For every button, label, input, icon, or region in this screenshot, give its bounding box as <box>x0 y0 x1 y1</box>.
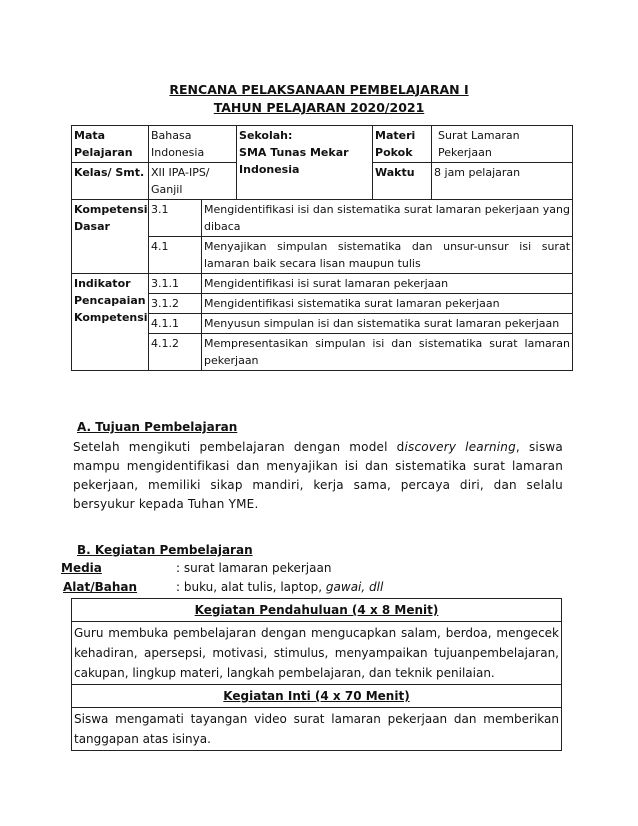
pendahuluan-text: Guru membuka pembelajaran dengan mengucapkan salam, berdoa, mengecek kehadiran, apersepsi, motivasi, stimulus, menyampaikan tujuanpembelajaran, cakupan, lingkup materi, langkah pembelajaran, dan teknik penilaian. <box>72 622 562 685</box>
alat-value-italic: gawai, dll <box>325 580 384 594</box>
sekolah-value: SMA Tunas Mekar Indonesia <box>239 146 349 176</box>
tujuan-heading: A. Tujuan Pembelajaran <box>77 420 238 434</box>
inti-title: Kegiatan Inti (4 x 70 Menit) <box>72 685 562 708</box>
document-year: TAHUN PELAJARAN 2020/2021 <box>213 100 425 115</box>
media-label: Media <box>61 561 102 575</box>
tujuan-paragraph <box>73 438 563 514</box>
kd-text: Menyajikan simpulan sistematika dan unsur-unsur isi surat lamaran baik secara lisan maupun tulis <box>202 237 573 274</box>
document-title: RENCANA PELAKSANAAN PEMBELAJARAN I <box>169 82 469 97</box>
alat-value <box>176 580 383 594</box>
inti-text: Siswa mengamati tayangan video surat lamaran pekerjaan dan memberikan tanggapan atas isinya. <box>72 708 562 751</box>
table-row <box>72 126 573 163</box>
tujuan-text-before: Setelah mengikuti pembelajaran dengan model d <box>73 440 405 454</box>
kd-label: Kompetensi Dasar <box>72 200 149 274</box>
ipk-code: 3.1.2 <box>149 294 202 314</box>
ipk-code: 3.1.1 <box>149 274 202 294</box>
kegiatan-table <box>71 598 562 751</box>
pendahuluan-title: Kegiatan Pendahuluan (4 x 8 Menit) <box>72 599 562 622</box>
ipk-text: Mengidentifikasi sistematika surat lamaran pekerjaan <box>202 294 573 314</box>
tujuan-text-italic: iscovery learning <box>404 440 516 454</box>
kd-code: 3.1 <box>149 200 202 237</box>
ipk-text: Menyusun simpulan isi dan sistematika surat lamaran pekerjaan <box>202 314 573 334</box>
mapel-label: Mata Pelajaran <box>72 126 149 163</box>
table-row <box>72 685 562 708</box>
materi-label: Materi Pokok <box>373 126 432 163</box>
sekolah-cell <box>237 126 373 200</box>
ipk-code: 4.1.2 <box>149 334 202 371</box>
waktu-value: 8 jam pelajaran <box>432 163 573 200</box>
sekolah-label: Sekolah: <box>239 129 293 142</box>
ipk-text: Mengidentifikasi isi surat lamaran pekerjaan <box>202 274 573 294</box>
tujuan-text-after: , siswa mampu mengidentifikasi dan menyajikan isi dan sistematika surat lamaran pekerjaan, memiliki sikap mandiri, kerja sama, percaya diri, dan selalu bersyukur kepada Tuhan YME. <box>73 440 563 511</box>
kd-code: 4.1 <box>149 237 202 274</box>
kd-text: Mengidentifikasi isi dan sistematika surat lamaran pekerjaan yang dibaca <box>202 200 573 237</box>
table-row <box>72 274 573 294</box>
kelas-label: Kelas/ Smt. <box>72 163 149 200</box>
table-row <box>72 708 562 751</box>
alat-label: Alat/Bahan <box>63 580 138 594</box>
waktu-label: Waktu <box>373 163 432 200</box>
rpp-identity-table <box>71 125 573 371</box>
mapel-value: Bahasa Indonesia <box>149 126 237 163</box>
kegiatan-heading: B. Kegiatan Pembelajaran <box>77 543 253 557</box>
table-row <box>72 200 573 237</box>
kelas-value: XII IPA-IPS/ Ganjil <box>149 163 237 200</box>
media-value: : surat lamaran pekerjaan <box>176 561 332 575</box>
ipk-code: 4.1.1 <box>149 314 202 334</box>
ipk-text: Mempresentasikan simpulan isi dan sistematika surat lamaran pekerjaan <box>202 334 573 371</box>
table-row <box>72 599 562 622</box>
materi-value: Surat Lamaran Pekerjaan <box>432 126 573 163</box>
table-row <box>72 622 562 685</box>
ipk-label: Indikator Pencapaian Kompetensi <box>72 274 149 371</box>
alat-value-text: : buku, alat tulis, laptop, <box>176 580 326 594</box>
